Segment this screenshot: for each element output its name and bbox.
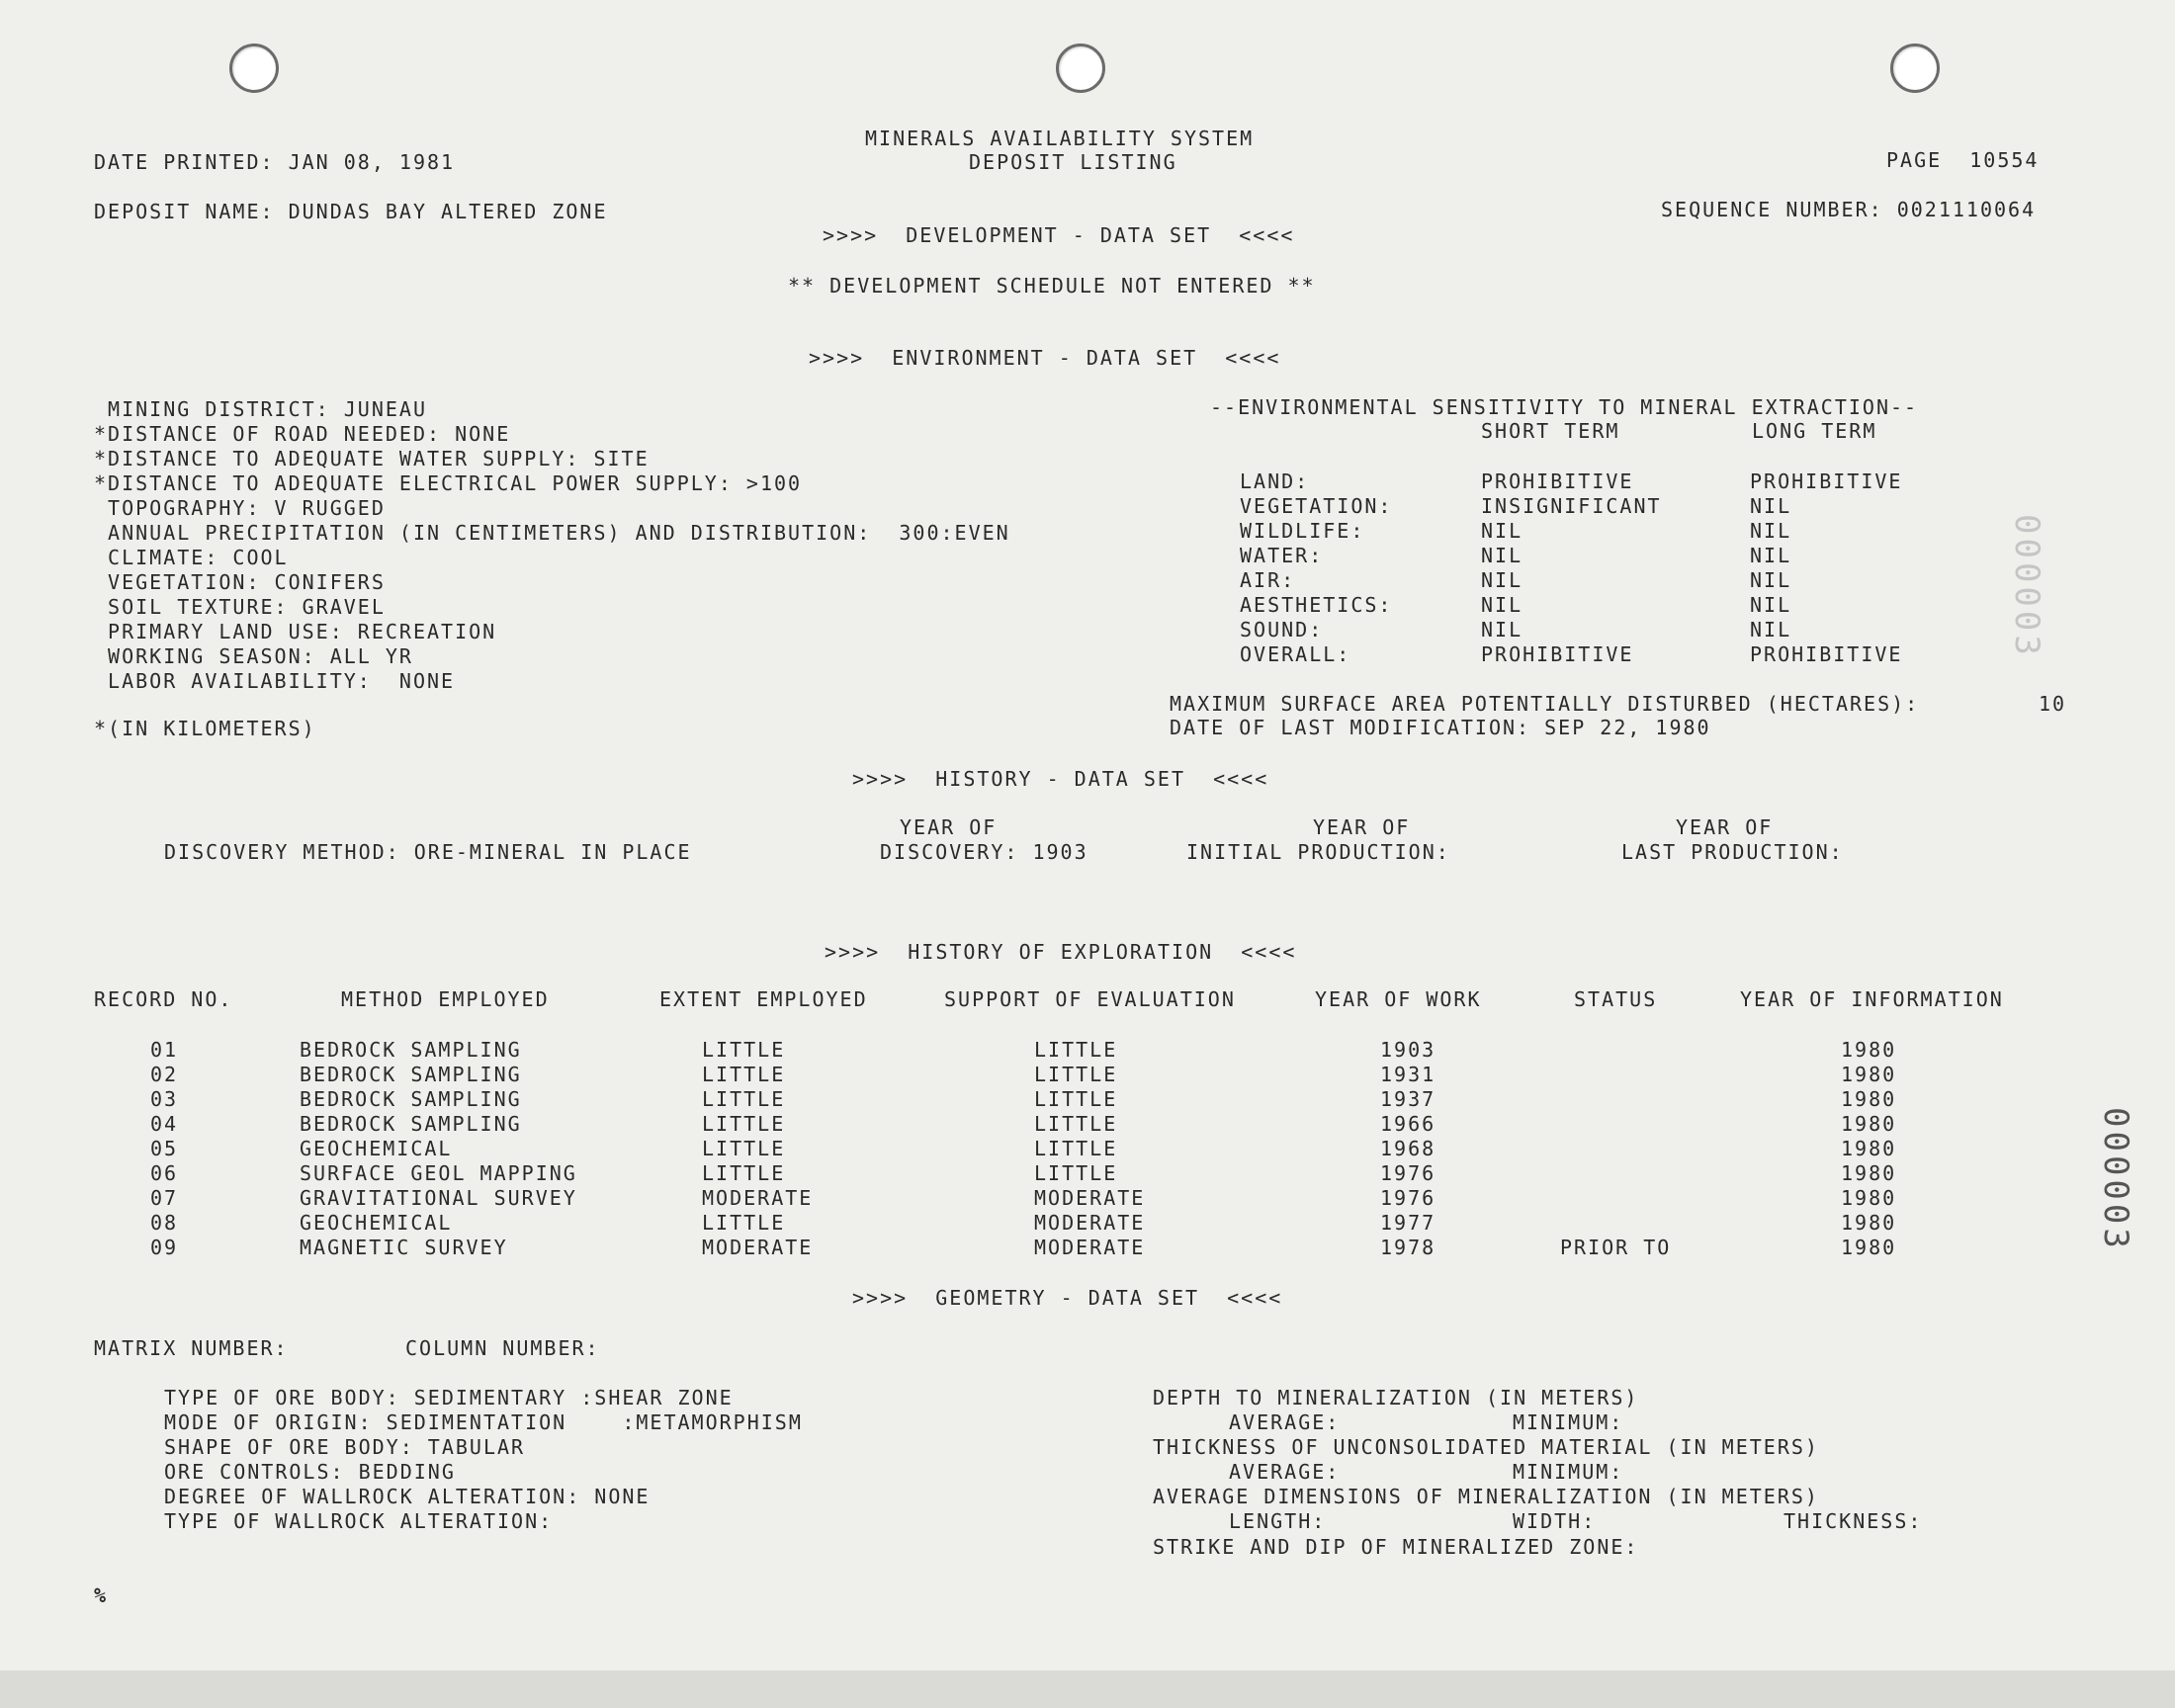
exploration-section-title: >>>> HISTORY OF EXPLORATION <<<<: [825, 940, 1297, 964]
sensitivity-label: WILDLIFE:: [1240, 519, 1365, 543]
sensitivity-label: WATER:: [1240, 544, 1324, 567]
year-of-work: 1966: [1380, 1112, 1436, 1136]
max-surface-area-value: 10: [2039, 692, 2067, 716]
initial-production: INITIAL PRODUCTION:: [1186, 840, 1450, 864]
year-of-information: 1980: [1841, 1161, 1897, 1185]
year-of-information: 1980: [1841, 1137, 1897, 1160]
extent-header: EXTENT EMPLOYED: [659, 987, 868, 1011]
extent-employed: LITTLE: [702, 1087, 786, 1111]
sensitivity-short-term: PROHIBITIVE: [1481, 470, 1634, 493]
method-employed: GEOCHEMICAL: [300, 1137, 453, 1160]
max-surface-area: MAXIMUM SURFACE AREA POTENTIALLY DISTURBED (HECTARES):: [1170, 692, 1920, 716]
support-of-evaluation: LITTLE: [1034, 1112, 1118, 1136]
date-printed: DATE PRINTED: JAN 08, 1981: [94, 150, 456, 174]
record-no: 09: [150, 1236, 179, 1259]
last-modification: DATE OF LAST MODIFICATION: SEP 22, 1980: [1170, 716, 1711, 739]
sequence-number: SEQUENCE NUMBER: 0021110064: [1661, 198, 2037, 221]
record-no: 03: [150, 1087, 179, 1111]
sensitivity-long-term: NIL: [1750, 494, 1792, 518]
sensitivity-long-term: NIL: [1750, 519, 1792, 543]
average-dimensions: AVERAGE DIMENSIONS OF MINERALIZATION (IN METERS): [1153, 1485, 1819, 1508]
punch-hole-center: [1056, 43, 1105, 93]
thickness-minimum: MINIMUM:: [1513, 1460, 1624, 1484]
method-employed: BEDROCK SAMPLING: [300, 1038, 522, 1062]
year-of-information: 1980: [1841, 1112, 1897, 1136]
sensitivity-label: SOUND:: [1240, 618, 1324, 641]
environment-line: ANNUAL PRECIPITATION (IN CENTIMETERS) AND DISTRIBUTION: 300:EVEN: [94, 521, 1010, 545]
support-of-evaluation: LITTLE: [1034, 1038, 1118, 1062]
extent-employed: MODERATE: [702, 1186, 814, 1210]
extent-employed: LITTLE: [702, 1211, 786, 1235]
method-employed: SURFACE GEOL MAPPING: [300, 1161, 577, 1185]
year-of-work: 1937: [1380, 1087, 1436, 1111]
sensitivity-long-term: NIL: [1750, 544, 1792, 567]
support-of-evaluation: LITTLE: [1034, 1087, 1118, 1111]
punch-hole-right: [1890, 43, 1940, 93]
year-of-information: 1980: [1841, 1038, 1897, 1062]
environment-line: CLIMATE: COOL: [94, 546, 289, 569]
sensitivity-short-term: PROHIBITIVE: [1481, 642, 1634, 666]
discovery-year: DISCOVERY: 1903: [880, 840, 1088, 864]
short-term-header: SHORT TERM: [1481, 419, 1620, 443]
sensitivity-short-term: INSIGNIFICANT: [1481, 494, 1662, 518]
year-of-info-header: YEAR OF INFORMATION: [1740, 987, 2004, 1011]
last-production: LAST PRODUCTION:: [1621, 840, 1844, 864]
dimension-width: WIDTH:: [1513, 1509, 1597, 1533]
environment-line: MINING DISTRICT: JUNEAU: [94, 397, 427, 421]
geometry-line: ORE CONTROLS: BEDDING: [164, 1460, 456, 1484]
environment-line: PRIMARY LAND USE: RECREATION: [94, 620, 497, 643]
punch-hole-left: [229, 43, 279, 93]
environment-line: *DISTANCE TO ADEQUATE ELECTRICAL POWER SUPPLY: >100: [94, 471, 803, 495]
extent-employed: LITTLE: [702, 1112, 786, 1136]
dimension-thickness: THICKNESS:: [1784, 1509, 1923, 1533]
thickness-average: AVERAGE:: [1229, 1460, 1341, 1484]
unconsolidated-thickness: THICKNESS OF UNCONSOLIDATED MATERIAL (IN METERS): [1153, 1435, 1819, 1459]
sensitivity-short-term: NIL: [1481, 519, 1523, 543]
depth-to-mineralization: DEPTH TO MINERALIZATION (IN METERS): [1153, 1386, 1639, 1409]
record-no: 02: [150, 1063, 179, 1086]
environment-line: VEGETATION: CONIFERS: [94, 570, 386, 594]
listing-title: DEPOSIT LISTING: [969, 150, 1177, 174]
method-employed: BEDROCK SAMPLING: [300, 1063, 522, 1086]
year-of-work: 1977: [1380, 1211, 1436, 1235]
record-no: 05: [150, 1137, 179, 1160]
record-no: 07: [150, 1186, 179, 1210]
environment-section-title: >>>> ENVIRONMENT - DATA SET <<<<: [809, 346, 1281, 370]
discovery-year-of: YEAR OF: [900, 815, 998, 839]
support-of-evaluation: MODERATE: [1034, 1186, 1146, 1210]
sensitivity-label: LAND:: [1240, 470, 1310, 493]
environment-line: *DISTANCE TO ADEQUATE WATER SUPPLY: SITE: [94, 447, 650, 470]
sensitivity-short-term: NIL: [1481, 618, 1523, 641]
sensitivity-label: AESTHETICS:: [1240, 593, 1393, 617]
method-employed: BEDROCK SAMPLING: [300, 1087, 522, 1111]
environment-line: SOIL TEXTURE: GRAVEL: [94, 595, 386, 619]
record-no-header: RECORD NO.: [94, 987, 233, 1011]
support-header: SUPPORT OF EVALUATION: [944, 987, 1236, 1011]
sensitivity-short-term: NIL: [1481, 544, 1523, 567]
history-section-title: >>>> HISTORY - DATA SET <<<<: [852, 767, 1269, 791]
support-of-evaluation: MODERATE: [1034, 1211, 1146, 1235]
geometry-section-title: >>>> GEOMETRY - DATA SET <<<<: [852, 1286, 1283, 1310]
sensitivity-label: VEGETATION:: [1240, 494, 1393, 518]
method-employed: BEDROCK SAMPLING: [300, 1112, 522, 1136]
sensitivity-long-term: PROHIBITIVE: [1750, 470, 1903, 493]
matrix-number: MATRIX NUMBER:: [94, 1336, 289, 1360]
sensitivity-title: --ENVIRONMENTAL SENSITIVITY TO MINERAL EXTRACTION--: [1210, 395, 1919, 419]
method-employed: GRAVITATIONAL SURVEY: [300, 1186, 577, 1210]
long-term-header: LONG TERM: [1752, 419, 1877, 443]
column-number: COLUMN NUMBER:: [405, 1336, 600, 1360]
year-of-work: 1976: [1380, 1186, 1436, 1210]
year-of-work: 1978: [1380, 1236, 1436, 1259]
year-of-information: 1980: [1841, 1236, 1897, 1259]
support-of-evaluation: LITTLE: [1034, 1063, 1118, 1086]
deposit-name: DEPOSIT NAME: DUNDAS BAY ALTERED ZONE: [94, 200, 608, 223]
geometry-line: TYPE OF ORE BODY: SEDIMENTARY :SHEAR ZONE: [164, 1386, 734, 1409]
sensitivity-long-term: NIL: [1750, 618, 1792, 641]
depth-minimum: MINIMUM:: [1513, 1410, 1624, 1434]
year-of-information: 1980: [1841, 1186, 1897, 1210]
extent-employed: LITTLE: [702, 1137, 786, 1160]
year-of-work: 1931: [1380, 1063, 1436, 1086]
record-no: 01: [150, 1038, 179, 1062]
sensitivity-short-term: NIL: [1481, 593, 1523, 617]
dimension-length: LENGTH:: [1229, 1509, 1327, 1533]
extent-employed: LITTLE: [702, 1161, 786, 1185]
side-faint-stamp: 000003: [2007, 514, 2046, 659]
method-employed: GEOCHEMICAL: [300, 1211, 453, 1235]
year-of-information: 1980: [1841, 1063, 1897, 1086]
footer-mark: %: [94, 1583, 109, 1607]
side-page-stamp: 000003: [2096, 1107, 2135, 1252]
environment-line: WORKING SEASON: ALL YR: [94, 644, 413, 668]
status: PRIOR TO: [1560, 1236, 1672, 1259]
geometry-line: MODE OF ORIGIN: SEDIMENTATION :METAMORPHISM: [164, 1410, 803, 1434]
method-employed: MAGNETIC SURVEY: [300, 1236, 508, 1259]
system-title: MINERALS AVAILABILITY SYSTEM: [865, 127, 1255, 150]
record-no: 06: [150, 1161, 179, 1185]
sensitivity-short-term: NIL: [1481, 568, 1523, 592]
environment-line: *DISTANCE OF ROAD NEEDED: NONE: [94, 422, 511, 446]
development-section-title: >>>> DEVELOPMENT - DATA SET <<<<: [823, 223, 1295, 247]
year-of-information: 1980: [1841, 1087, 1897, 1111]
year-of-information: 1980: [1841, 1211, 1897, 1235]
geometry-line: SHAPE OF ORE BODY: TABULAR: [164, 1435, 526, 1459]
extent-employed: MODERATE: [702, 1236, 814, 1259]
last-production-year-of: YEAR OF: [1676, 815, 1774, 839]
development-note: ** DEVELOPMENT SCHEDULE NOT ENTERED **: [788, 274, 1316, 298]
strike-and-dip: STRIKE AND DIP OF MINERALIZED ZONE:: [1153, 1535, 1639, 1559]
depth-average: AVERAGE:: [1229, 1410, 1341, 1434]
year-of-work: 1976: [1380, 1161, 1436, 1185]
environment-line: TOPOGRAPHY: V RUGGED: [94, 496, 386, 520]
sensitivity-long-term: NIL: [1750, 568, 1792, 592]
sensitivity-label: AIR:: [1240, 568, 1296, 592]
environment-line: LABOR AVAILABILITY: NONE: [94, 669, 456, 693]
record-no: 04: [150, 1112, 179, 1136]
support-of-evaluation: LITTLE: [1034, 1137, 1118, 1160]
record-no: 08: [150, 1211, 179, 1235]
initial-production-year-of: YEAR OF: [1313, 815, 1411, 839]
status-header: STATUS: [1574, 987, 1658, 1011]
method-header: METHOD EMPLOYED: [341, 987, 550, 1011]
page-number: PAGE 10554: [1886, 148, 2040, 172]
sensitivity-long-term: PROHIBITIVE: [1750, 642, 1903, 666]
support-of-evaluation: LITTLE: [1034, 1161, 1118, 1185]
geometry-line: TYPE OF WALLROCK ALTERATION:: [164, 1509, 554, 1533]
sensitivity-label: OVERALL:: [1240, 642, 1351, 666]
extent-employed: LITTLE: [702, 1063, 786, 1086]
year-of-work: 1968: [1380, 1137, 1436, 1160]
extent-employed: LITTLE: [702, 1038, 786, 1062]
year-of-work-header: YEAR OF WORK: [1315, 987, 1482, 1011]
scan-edge: [0, 1670, 2175, 1708]
discovery-method: DISCOVERY METHOD: ORE-MINERAL IN PLACE: [164, 840, 692, 864]
sensitivity-long-term: NIL: [1750, 593, 1792, 617]
geometry-line: DEGREE OF WALLROCK ALTERATION: NONE: [164, 1485, 651, 1508]
year-of-work: 1903: [1380, 1038, 1436, 1062]
km-footnote: *(IN KILOMETERS): [94, 717, 316, 740]
support-of-evaluation: MODERATE: [1034, 1236, 1146, 1259]
